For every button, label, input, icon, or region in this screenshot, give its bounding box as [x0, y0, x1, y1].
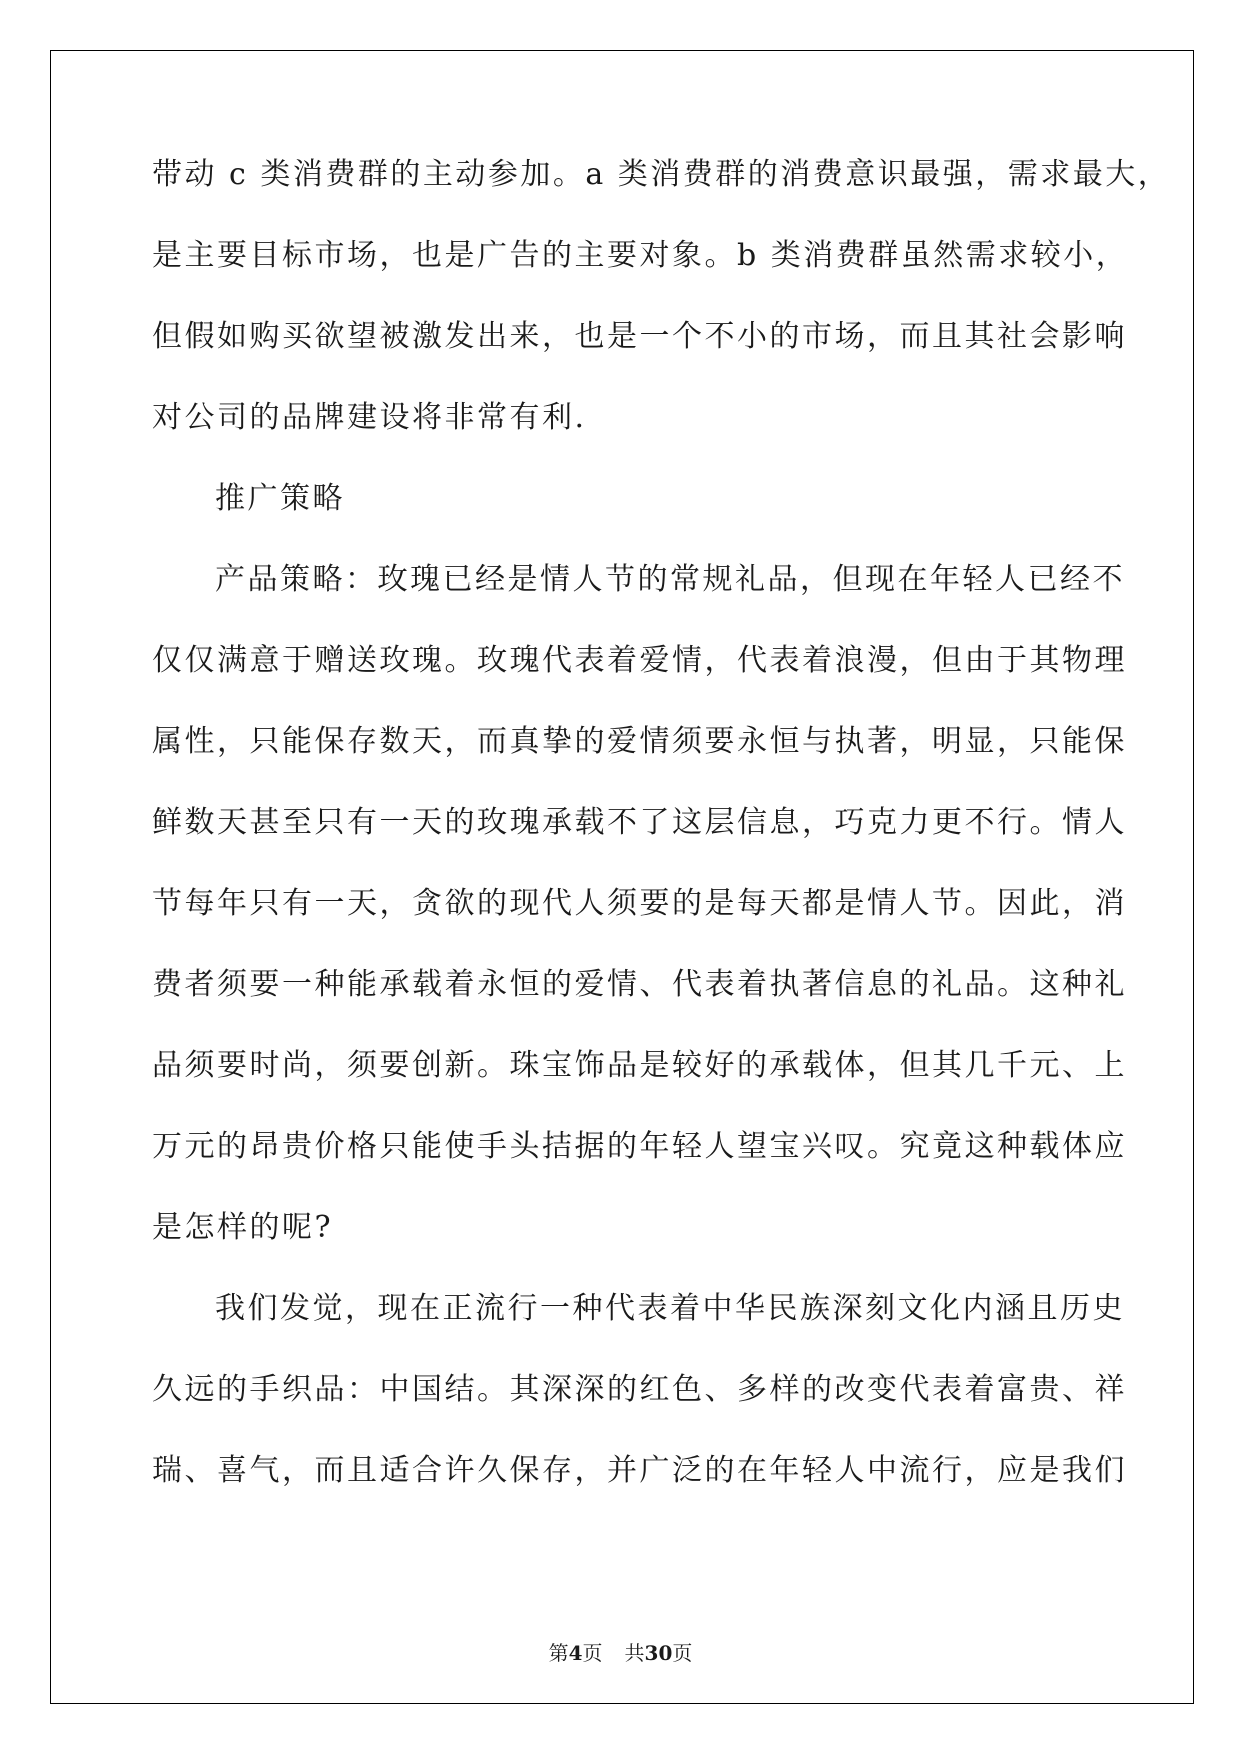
text-line: 瑞、喜气，而且适合许久保存，并广泛的在年轻人中流行，应是我们 [152, 1453, 1127, 1488]
text-line: 对公司的品牌建设将非常有利. [152, 400, 587, 435]
page-prefix: 第 [548, 1641, 569, 1665]
text-line: 是主要目标市场，也是广告的主要对象。b 类消费群虽然需求较小， [152, 238, 1129, 273]
total-suffix: 页 [672, 1641, 693, 1665]
text-line: 我们发觉，现在正流行一种代表着中华民族深刻文化内涵且历史 [215, 1291, 1125, 1326]
text-line: 产品策略：玫瑰已经是情人节的常规礼品，但现在年轻人已经不 [215, 562, 1125, 597]
page-number: 4 [568, 1641, 583, 1665]
text-line: 万元的昂贵价格只能使手头拮据的年轻人望宝兴叹。究竟这种载体应 [152, 1129, 1127, 1164]
text-line: 品须要时尚，须要创新。珠宝饰品是较好的承载体，但其几千元、上 [152, 1048, 1127, 1083]
page-footer [0, 1641, 1241, 1665]
text-line: 但假如购买欲望被激发出来，也是一个不小的市场，而且其社会影响 [152, 319, 1127, 354]
document-body [152, 157, 1171, 1537]
page-suffix: 页 [582, 1641, 603, 1665]
text-line: 属性，只能保存数天，而真挚的爱情须要永恒与执著，明显，只能保 [152, 724, 1127, 759]
text-line: 久远的手织品：中国结。其深深的红色、多样的改变代表着富贵、祥 [152, 1372, 1127, 1407]
text-line: 仅仅满意于赠送玫瑰。玫瑰代表着爱情，代表着浪漫，但由于其物理 [152, 643, 1127, 678]
section-heading: 推广策略 [215, 481, 345, 516]
text-line: 是怎样的呢? [152, 1210, 334, 1245]
total-pages: 30 [644, 1641, 673, 1665]
text-line: 节每年只有一天，贪欲的现代人须要的是每天都是情人节。因此，消 [152, 886, 1127, 921]
text-line: 鲜数天甚至只有一天的玫瑰承载不了这层信息，巧克力更不行。情人 [152, 805, 1127, 840]
text-line: 带动 c 类消费群的主动参加。a 类消费群的消费意识最强，需求最大， [152, 157, 1171, 192]
text-line: 费者须要一种能承载着永恒的爱情、代表着执著信息的礼品。这种礼 [152, 967, 1127, 1002]
total-prefix: 共 [624, 1641, 645, 1665]
